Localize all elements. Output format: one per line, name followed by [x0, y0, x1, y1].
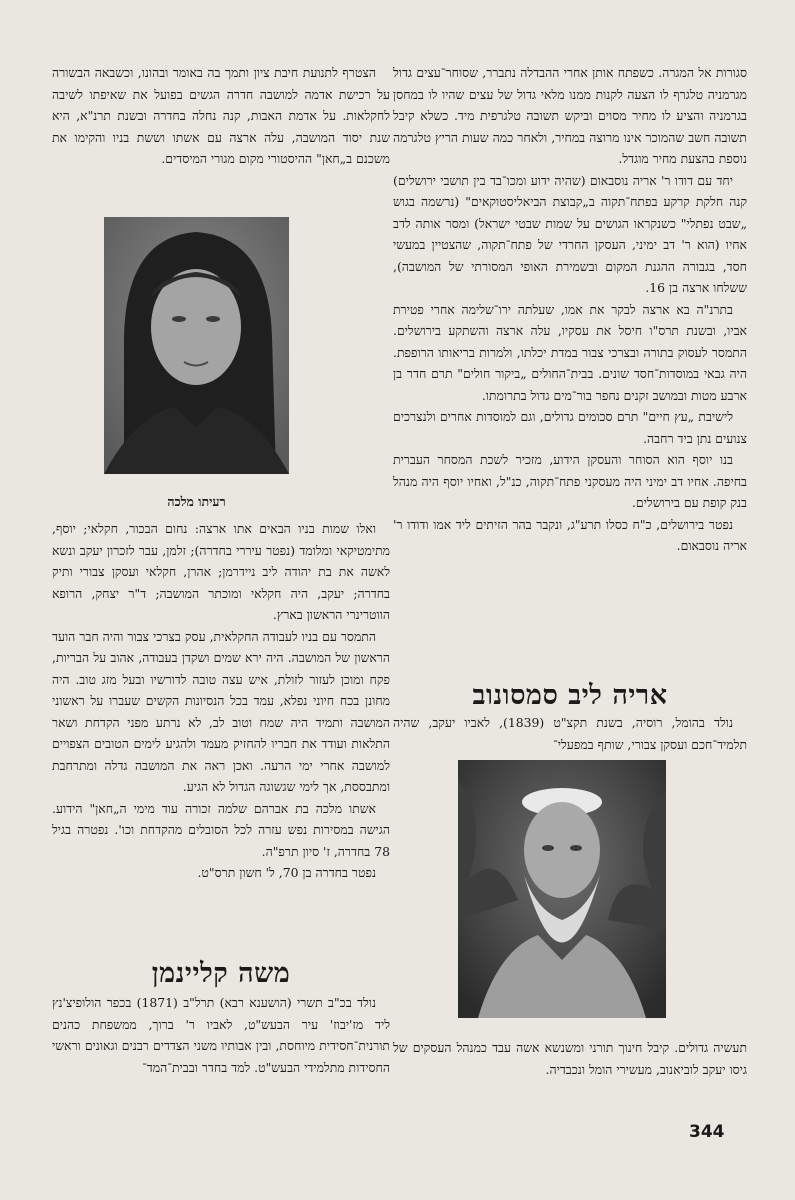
right-column-intro: [393, 712, 747, 755]
man-portrait-image: [458, 760, 666, 1018]
heading-aryeh-leib-samsonov: אריה ליב סמסונוב: [472, 680, 668, 711]
paragraph: לישיבת „עץ חיים" תרם סכומים גדולים, וגם למוסדות אחרים ולנצרכים צנועים נתן ביד רחבה.: [393, 409, 747, 446]
left-column-top: [52, 62, 390, 170]
woman-portrait-image: [104, 217, 289, 474]
photo-caption: רעיתו מלכה: [167, 494, 226, 509]
heading-moshe-kleinman: משה קליינמן: [151, 958, 291, 989]
paragraph: סגורות אל המגרה. כשפתח אותן אחרי ההבדלה נתברר, שסוחר־עצים גדול מגרמניה טלגרף לו הצעה לקנות ממנו מלאי גדול של עצים שהיו לו במחסן בגרמניה והציע לו מחיר מסוים וביקש תשובה טלגרפית מיד. כשלא קיבל תשובה חשב שהמוכר אינו מרוצה במחיר, ולאחר כמה שעות הריץ טלגרמה נוספת בהצעת מחיר מוגדל.: [393, 65, 748, 166]
paragraph: יחד עם דודו ר' אריה נוסבאום (שהיה ידוע ומכו־בד בין תושבי ירושלים) קנה חלקת קרקע בפתח־תקוה ב„קבוצת הביאליסטוקאים" (נרשמה בגוש „שבט נפתלי" כשנקראו הגושים על שמות שבטי ישראל) ומסר אותה לדב אחיו (הוא ר' דב ימיני, העסקן החרדי של פתח־תקוה, שהצטיין במעשי חסד, בגבורה ההגנת המקום ובשמירת האופי המסורתי של המושבה), ששלחו ארצה בן 16.: [393, 172, 747, 295]
right-column-bottom: [393, 1037, 747, 1080]
paragraph: הצטרף לתנועת חיבת ציון ותמך בה באומר ובהונו, וכשבאה הבשורה על רכישת אדמה למושבה חדרה הגשים בפועל את שאיפתו לשיבה לחקלאות. על אדמת האבות, קנה נחלה בחדרה ובשנת תרנ"א, היא שנת יסוד המושבה, עלה ארצה עם אשתו וששת בניו והקימו את משכנם ב„חאן" ההיסטורי מקום מגורי המיסדים.: [52, 65, 391, 166]
paragraph: נפטר בירושלים, כ"ח כסלו תרע"ג, ונקבר בהר הזיתים ליד אמו ודודו ר' אריה נוסבאום.: [393, 516, 747, 553]
paragraph: נולד בכ"ב תשרי (הושענא רבא) תרל"ב (1871) בכפר הולופיצ'נץ ליד מז'יבוז' עיר הבעש"ט, לאביו ר' ברוך, ממשפחת כהנים תורנית־חסידית מיוחסת, ובין אבותיו משני הצדדים רבנים וגאונים וראשי החסידות מתלמידי הבעש"ט. למד בחדר ובבית־המד־: [52, 995, 390, 1075]
paragraph: בנו יוסף הוא הסוחר והעסקן הידוע, מזכיר לשכת המסחר העברית בחיפה. אחיו דב ימיני היה מעסקני פתח־תקוה, כנ"ל, ואחיו יוסף היה מנהל בנק קופת עם בירושלים.: [393, 452, 747, 510]
woman-portrait-photo: [104, 217, 289, 474]
paragraph: נפטר בחדרה בן 70, ל' חשון תרס"ט.: [197, 865, 376, 880]
paragraph: אשתו מלכה בת אברהם שלמה זכורה עוד מימי ה„חאן" הידוע. הגישה במסירות נפש עזרה לכל הסובלים מהקדחת וכו'. נפטרה בגיל 78 בחדרה, ז' סיון תרפ"ה.: [52, 800, 390, 859]
left-column-bottom: [52, 992, 390, 1078]
paragraph: התמסר עם בניו לעבודה החקלאית, עסק בצרכי צבור והיה חבר הועד הראשון של המושבה. היה ירא שמים ושקדן בעבודה, אהוב על הבריות, פקח ומוכן לעזור לזולת, איש עצה טובה לדורשיו ובעל מזג טוב. היה מחונן בכח חיוני נפלא, עמד בכל הנסיונות הקשים שעברו על ראשוני המושבה ותמיד היה שמח וטוב לב, לא נרתע מפני הקדחת ושאר התלאות ועודד את חבריו להחזיק מעמד ולהגיע לימים הטובים הצפויים למושבה אחרי ימי הרעה. ואכן ראה את המושבה גדלה ומתרחבת ומתבססת, אך לימי שגשוגה הגדול לא הגיע.: [52, 628, 390, 794]
page-number: 344: [689, 1122, 725, 1142]
paragraph: תעשיה גדולים. קיבל חינוך תורני ומשנשא אשה עבד כמנהל העסקים של גיסו יעקב לוביאנוב, מעשירי הומל ונכבדיה.: [393, 1040, 747, 1077]
paragraph: בתרנ"ה בא ארצה לבקר את אמו, שעלתה ירו־שלימה אחרי פטירת אביו, ובשנת תרס"ו חיסל את עסקיו, עלה ארצה והשתקע בירושלים. התמסר לעסוק בתורה ובצרכי צבור במדת יכלתו, ולמרות בריאותו הרופפת. היה גבאי במוסדות־חסד שונים. בבית־החולים „ביקור חולים" תרם חדר בן ארבע מטות ובמושב זקנים נחפר בור־מים גדול בתרומתו.: [393, 301, 747, 403]
paragraph: ואלו שמות בניו הבאים אתו ארצה: נחום הבכור, חקלאי; יוסף, מתימטיקאי ומלומד (נפטר עיררי בחדרה); זלמן, עבר לזכרון יעקב ונשא לאשה את בת יהודה ליב ניידרמן; אהרן, חקלאי ועסקן צבורי ותיק בחדרה; יעקב, היה חקלאי ומוכתר המושבה; ד"ר יצחק, הרופא הווטרינרי הראשון בארץ.: [52, 521, 390, 622]
left-column-middle: [52, 518, 390, 884]
paragraph: נולד בהומל, רוסיה, בשנת תקצ"ט (1839), לאביו יעקב, שהיה תלמיד־חכם ועסקן צבורי, שותף במפעלי־: [393, 715, 747, 752]
right-column: [393, 62, 747, 557]
man-portrait-photo: [458, 760, 666, 1018]
